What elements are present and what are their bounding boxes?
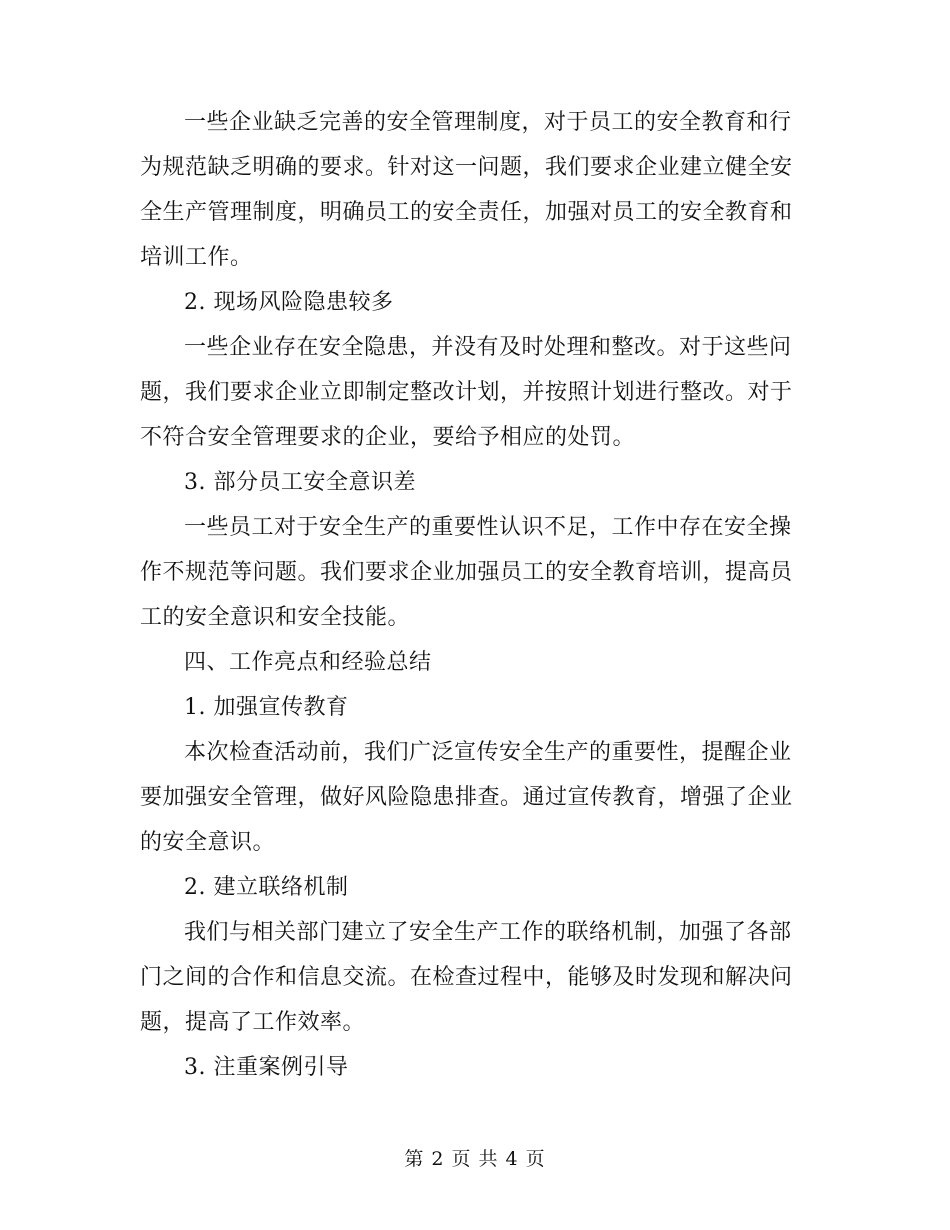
heading-publicity-education: 1. 加强宣传教育 [184, 695, 349, 720]
page-number-footer: 第 2 页 共 4 页 [404, 1148, 546, 1170]
heading-site-risks: 2. 现场风险隐患较多 [184, 290, 394, 315]
paragraph-site-risks: 一些企业存在安全隐患，并没有及时处理和整改。对于这些问题，我们要求企业立即制定整改计划，并按照计划进行整改。对于不符合安全管理要求的企业，要给予相应的处罚。 [140, 335, 793, 450]
heading-case-guidance: 3. 注重案例引导 [184, 1055, 349, 1080]
paragraph-management-system: 一些企业缺乏完善的安全管理制度，对于员工的安全教育和行为规范缺乏明确的要求。针对这一问题，我们要求企业建立健全安全生产管理制度，明确员工的安全责任，加强对员工的安全教育和培训工作。 [140, 110, 793, 270]
heading-safety-awareness: 3. 部分员工安全意识差 [184, 470, 416, 495]
document-body [140, 100, 800, 1090]
section-heading-highlights: 四、工作亮点和经验总结 [184, 650, 432, 675]
heading-liaison-mechanism: 2. 建立联络机制 [184, 875, 349, 900]
paragraph-safety-awareness: 一些员工对于安全生产的重要性认识不足，工作中存在安全操作不规范等问题。我们要求企业加强员工的安全教育培训，提高员工的安全意识和安全技能。 [140, 515, 793, 630]
paragraph-liaison-mechanism: 我们与相关部门建立了安全生产工作的联络机制，加强了各部门之间的合作和信息交流。在检查过程中，能够及时发现和解决问题，提高了工作效率。 [140, 920, 793, 1035]
paragraph-publicity-education: 本次检查活动前，我们广泛宣传安全生产的重要性，提醒企业要加强安全管理，做好风险隐患排查。通过宣传教育，增强了企业的安全意识。 [140, 740, 793, 855]
